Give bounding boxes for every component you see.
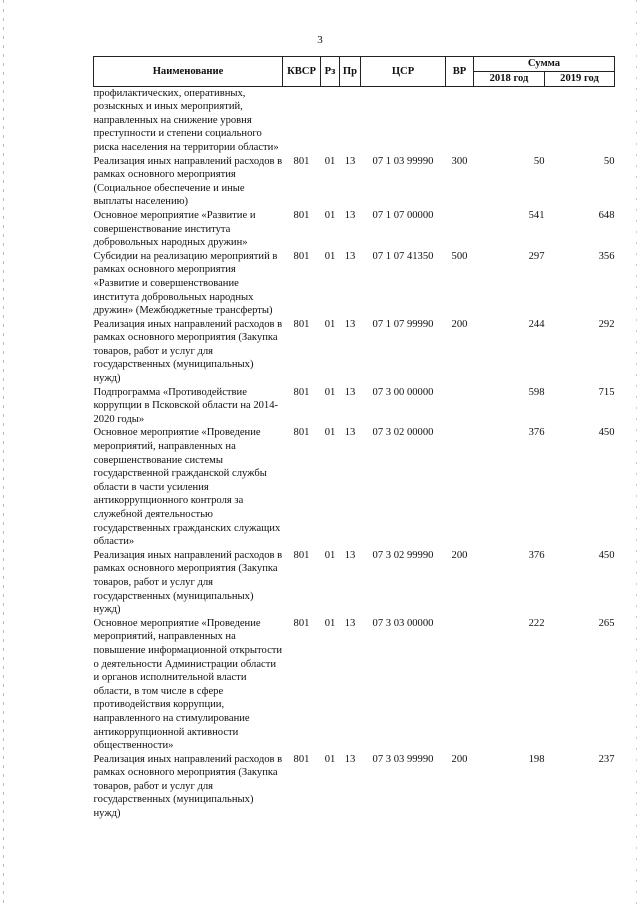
cell-s2018 xyxy=(474,86,545,154)
cell-rz: 01 xyxy=(324,250,336,262)
cell-kvsr: 801 xyxy=(293,386,310,398)
cell-name: Реализация иных направлений расходов в рамках основного мероприятия (Закупка товаров, работ и услуг для государственных (муниципальных) нужд) xyxy=(93,549,283,616)
cell-kvsr: 801 xyxy=(293,155,310,167)
cell-s2019: 292 xyxy=(598,318,615,330)
cell-kvsr: 801 xyxy=(293,209,310,221)
cell-s2018: 50 xyxy=(533,155,545,167)
cell-s2018: 598 xyxy=(528,386,545,398)
cell-s2018: 376 xyxy=(528,549,545,561)
cell-name: Субсидии на реализацию мероприятий в рамках основного мероприятия «Развитие и совершенствование института добровольных народных дружин» (Межбюджетные трансферты) xyxy=(93,250,278,317)
cell-pr: 13 xyxy=(344,318,356,330)
header-rz: Рз xyxy=(321,57,340,87)
cell-csr: 07 1 07 00000 xyxy=(372,209,434,221)
cell-vr: 200 xyxy=(451,753,468,765)
cell-s2018: 222 xyxy=(528,617,545,629)
cell-kvsr: 801 xyxy=(293,318,310,330)
cell-name: Подпрограмма «Противодействие коррупции в Псковской области на 2014-2020 годы» xyxy=(93,386,279,425)
cell-pr: 13 xyxy=(344,427,356,439)
cell-vr xyxy=(446,426,474,548)
cell-kvsr: 801 xyxy=(293,549,310,561)
cell-csr: 07 1 07 99990 xyxy=(372,318,434,330)
table-row xyxy=(94,318,615,386)
cell-s2018: 297 xyxy=(528,250,545,262)
cell-pr: 13 xyxy=(344,386,356,398)
cell-s2019: 356 xyxy=(598,250,615,262)
cell-vr: 200 xyxy=(451,549,468,561)
cell-s2018: 541 xyxy=(528,209,545,221)
cell-s2019: 50 xyxy=(603,155,615,167)
cell-csr: 07 1 03 99990 xyxy=(372,155,434,167)
cell-rz: 01 xyxy=(324,427,336,439)
cell-rz: 01 xyxy=(324,386,336,398)
cell-csr xyxy=(361,86,446,154)
cell-s2019: 237 xyxy=(598,753,615,765)
table-row xyxy=(94,86,615,154)
cell-s2018: 244 xyxy=(528,318,545,330)
table-row xyxy=(94,209,615,250)
cell-name: Реализация иных направлений расходов в рамках основного мероприятия (Социальное обеспечение и иные выплаты населению) xyxy=(93,155,283,208)
cell-name: Реализация иных направлений расходов в рамках основного мероприятия (Закупка товаров, работ и услуг для государственных (муниципальных) нужд) xyxy=(93,753,283,820)
table-row xyxy=(94,549,615,617)
cell-pr: 13 xyxy=(344,250,356,262)
cell-pr: 13 xyxy=(344,209,356,221)
cell-kvsr: 801 xyxy=(293,250,310,262)
cell-csr: 07 3 00 00000 xyxy=(372,386,434,398)
cell-pr: 13 xyxy=(344,753,356,765)
cell-rz: 01 xyxy=(324,617,336,629)
cell-s2018: 198 xyxy=(528,753,545,765)
table-row xyxy=(94,753,615,821)
cell-pr xyxy=(340,86,361,154)
cell-s2019: 265 xyxy=(598,617,615,629)
cell-vr xyxy=(446,617,474,753)
cell-s2018: 376 xyxy=(528,427,545,439)
cell-kvsr xyxy=(283,86,321,154)
table-row xyxy=(94,250,615,318)
table-row xyxy=(94,617,615,753)
cell-rz xyxy=(321,86,340,154)
table-row xyxy=(94,386,615,427)
cell-s2019: 715 xyxy=(598,386,615,398)
cell-csr: 07 3 02 00000 xyxy=(372,427,434,439)
cell-vr xyxy=(446,386,474,427)
header-name: Наименование xyxy=(94,57,283,87)
cell-name: профилактических, оперативных, розыскных и иных мероприятий, направленных на снижение уровня преступности и степени социального риска населения на территории области» xyxy=(93,87,279,153)
cell-vr xyxy=(446,209,474,250)
table-row xyxy=(94,155,615,209)
cell-kvsr: 801 xyxy=(293,753,310,765)
cell-csr: 07 3 03 99990 xyxy=(372,753,434,765)
header-year-2019: 2019 год xyxy=(545,72,615,87)
cell-rz: 01 xyxy=(324,155,336,167)
header-sum: Сумма xyxy=(474,57,615,72)
cell-rz: 01 xyxy=(324,209,336,221)
cell-s2019: 450 xyxy=(598,549,615,561)
table-row xyxy=(94,426,615,548)
header-kvsr: КВСР xyxy=(283,57,321,87)
cell-s2019 xyxy=(545,86,615,154)
cell-rz: 01 xyxy=(324,753,336,765)
cell-s2019: 648 xyxy=(598,209,615,221)
cell-kvsr: 801 xyxy=(293,427,310,439)
cell-name: Основное мероприятие «Развитие и совершенствование института добровольных народных дружин» xyxy=(93,209,256,249)
header-vr: ВР xyxy=(446,57,474,87)
cell-s2019: 450 xyxy=(598,427,615,439)
header-pr: Пр xyxy=(340,57,361,87)
scan-edge-right xyxy=(636,0,637,905)
page-number: 3 xyxy=(317,34,323,46)
cell-vr: 500 xyxy=(451,250,468,262)
cell-pr: 13 xyxy=(344,549,356,561)
cell-pr: 13 xyxy=(344,617,356,629)
cell-csr: 07 1 07 41350 xyxy=(372,250,434,262)
cell-vr: 300 xyxy=(451,155,468,167)
cell-name: Реализация иных направлений расходов в рамках основного мероприятия (Закупка товаров, работ и услуг для государственных (муниципальных) нужд) xyxy=(93,318,283,385)
cell-csr: 07 3 03 00000 xyxy=(372,617,434,629)
table-header xyxy=(94,57,615,87)
budget-table xyxy=(93,56,615,821)
cell-rz: 01 xyxy=(324,549,336,561)
header-year-2018: 2018 год xyxy=(474,72,545,87)
cell-pr: 13 xyxy=(344,155,356,167)
cell-csr: 07 3 02 99990 xyxy=(372,549,434,561)
cell-vr xyxy=(446,86,474,154)
header-csr: ЦСР xyxy=(361,57,446,87)
table-body xyxy=(94,86,615,821)
cell-vr: 200 xyxy=(451,318,468,330)
cell-kvsr: 801 xyxy=(293,617,310,629)
cell-rz: 01 xyxy=(324,318,336,330)
scan-edge-left xyxy=(3,0,4,905)
cell-name: Основное мероприятие «Проведение мероприятий, направленных на повышение информационной открытости о деятельности Администрации области и органов исполнительной власти области, в том числе в сфере противодействия коррупции, направленного на стимулирование антикоррупционной активности общественности» xyxy=(93,617,283,752)
cell-name: Основное мероприятие «Проведение мероприятий, направленных на совершенствование системы государственной гражданской службы области в части усиления антикоррупционного контроля за служебной деятельностью государственных гражданских служащих области» xyxy=(93,427,281,548)
